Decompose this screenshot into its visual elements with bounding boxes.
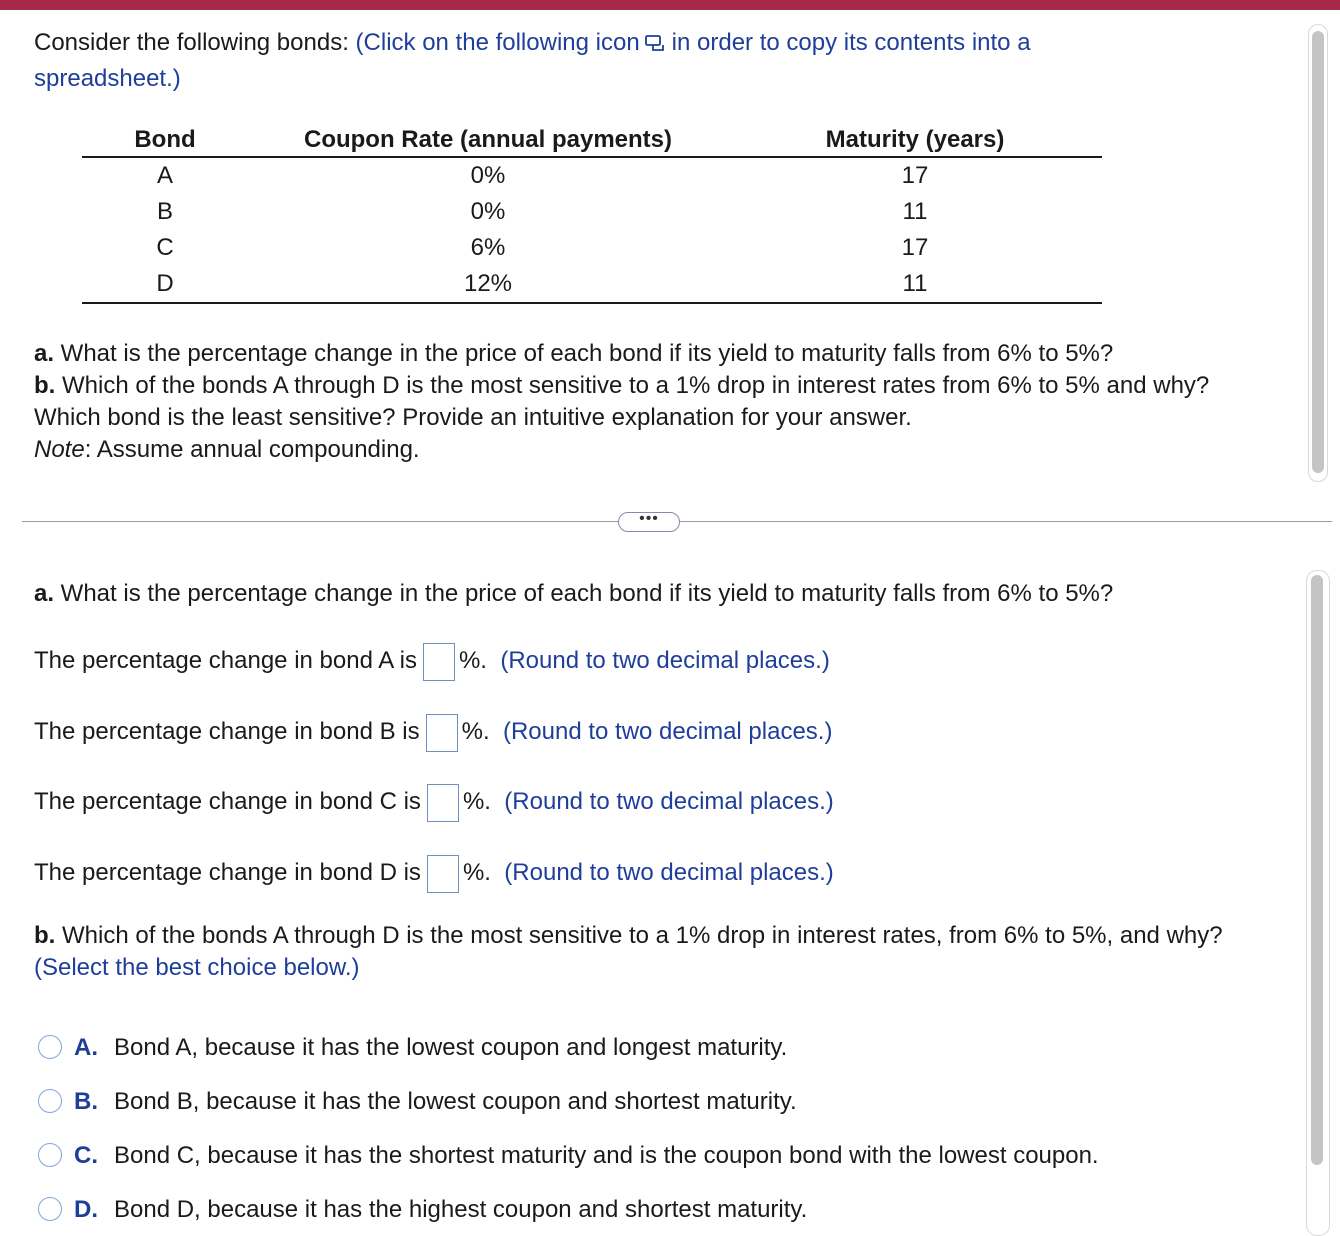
intro-text: Consider the following bonds: (Click on the following icon in order to copy its contents into a spreadsheet.)	[34, 29, 1031, 92]
bond-c-answer-input[interactable]	[427, 784, 459, 822]
header-bond: Bond	[82, 122, 248, 157]
question-b: b. Which of the bonds A through D is the most sensitive to a 1% drop in interest rates from 6% to 5% and why? Which bond is the least sensitive? Provide an intuitive explanation for your answer.	[34, 372, 1210, 431]
table-row: D 12% 11	[82, 266, 1102, 303]
question-pane-scroll-thumb[interactable]	[1312, 31, 1324, 473]
question-a: a. What is the percentage change in the price of each bond if its yield to maturity falls from 6% to 5%?	[34, 340, 1114, 367]
choice-d-radio[interactable]	[38, 1197, 62, 1221]
assumption-note: Note: Assume annual compounding.	[34, 436, 420, 463]
choice-a[interactable]: A. Bond A, because it has the lowest coupon and longest maturity.	[38, 1028, 787, 1068]
header-coupon-rate: Coupon Rate (annual payments)	[248, 122, 728, 157]
choice-c[interactable]: C. Bond C, because it has the shortest maturity and is the coupon bond with the lowest coupon.	[38, 1136, 1099, 1176]
choice-b-radio[interactable]	[38, 1089, 62, 1113]
table-row: A 0% 17	[156, 162, 929, 189]
bond-a-answer-row: The percentage change in bond A is %. (Round to two decimal places.)	[34, 641, 830, 681]
bond-d-answer-input[interactable]	[427, 855, 459, 893]
table-row: C 6% 17	[156, 234, 929, 261]
answer-pane-scrollbar[interactable]	[1306, 570, 1330, 1236]
table-row: B 0% 11	[156, 198, 928, 225]
header-maturity: Maturity (years)	[728, 122, 1102, 157]
bond-d-answer-row: The percentage change in bond D is %. (Round to two decimal places.)	[34, 853, 834, 893]
bond-b-answer-input[interactable]	[426, 714, 458, 752]
choice-a-radio[interactable]	[38, 1035, 62, 1059]
part-b-question: b. Which of the bonds A through D is the most sensitive to a 1% drop in interest rates, from 6% to 5%, and why? (Select the best choice below.)	[34, 922, 1223, 981]
bonds-table	[82, 122, 1102, 304]
copy-instructions-link[interactable]: (Click on the following icon in order to copy its contents into a spreadsheet.)	[34, 29, 1031, 92]
question-pane	[0, 10, 1300, 510]
bond-c-answer-row: The percentage change in bond C is %. (Round to two decimal places.)	[34, 782, 834, 822]
answer-pane-scroll-thumb[interactable]	[1311, 575, 1323, 1165]
question-pane-scrollbar[interactable]	[1308, 24, 1328, 482]
question-text	[34, 338, 1234, 466]
bond-a-answer-input[interactable]	[423, 643, 455, 681]
top-accent-bar	[0, 0, 1340, 10]
choice-d[interactable]: D. Bond D, because it has the highest coupon and shortest maturity.	[38, 1190, 807, 1230]
answer-pane	[0, 548, 1300, 1234]
part-a-question: a. What is the percentage change in the price of each bond if its yield to maturity falls from 6% to 5%?	[34, 580, 1114, 607]
bond-b-answer-row: The percentage change in bond B is %. (Round to two decimal places.)	[34, 712, 832, 752]
choice-b[interactable]: B. Bond B, because it has the lowest coupon and shortest maturity.	[38, 1082, 797, 1122]
expand-divider-button[interactable]: •••	[618, 512, 680, 532]
copy-to-spreadsheet-icon[interactable]	[644, 28, 666, 62]
choice-c-radio[interactable]	[38, 1143, 62, 1167]
